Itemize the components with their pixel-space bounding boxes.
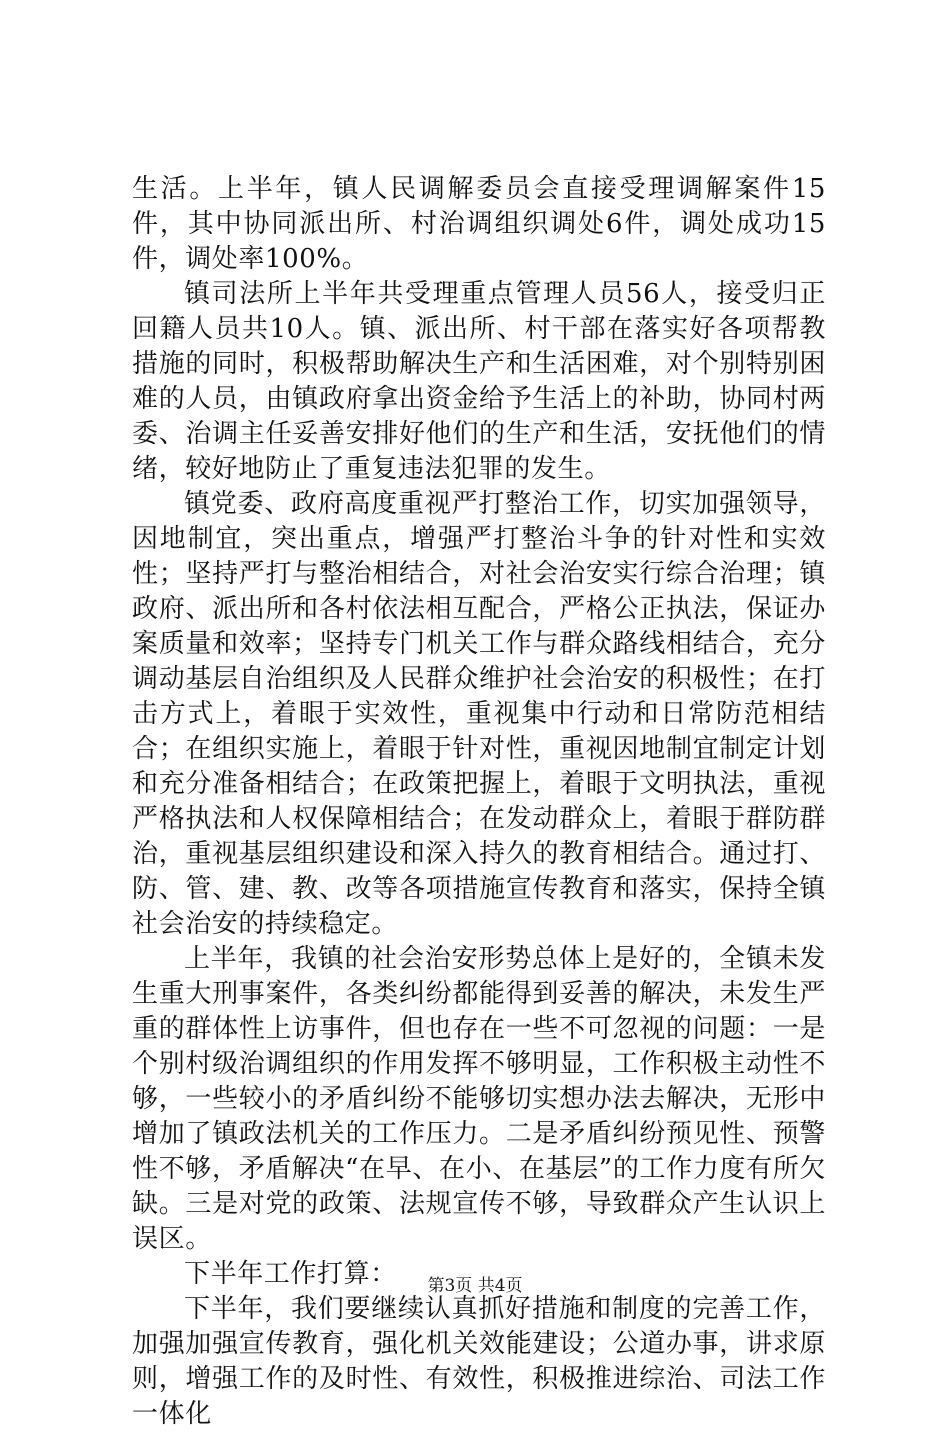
page-number-footer: 第3页 共4页	[427, 1276, 523, 1296]
paragraph-5: 下半年工作打算：	[184, 1259, 397, 1289]
paragraph-3: 镇党委、政府高度重视严打整治工作，切实加强领导，因地制宜，突出重点，增强严打整治斗争的针对性和实效性；坚持严打与整治相结合，对社会治安实行综合治理；镇政府、派出所和各村依法相互配合，严格公正执法，保证办案质量和效率；坚持专门机关工作与群众路线相结合，充分调动基层自治组织及人民群众维护社会治安的积极性；在打击方式上，着眼于实效性，重视集中行动和日常防范相结合；在组织实施上，着眼于针对性，重视因地制宜制定计划和充分准备相结合；在政策把握上，着眼于文明执法，重视严格执法和人权保障相结合；在发动群众上，着眼于群防群治，重视基层组织建设和深入持久的教育相结合。通过打、防、管、建、教、改等各项措施宣传教育和落实，保持全镇社会治安的持续稳定。	[132, 489, 826, 939]
paragraph-1: 生活。上半年，镇人民调解委员会直接受理调解案件15件，其中协同派出所、村治调组织调处6件，调处成功15件，调处率100%。	[132, 174, 826, 274]
paragraph-4: 上半年，我镇的社会治安形势总体上是好的，全镇未发生重大刑事案件，各类纠纷都能得到妥善的解决，未发生严重的群体性上访事件，但也存在一些不可忽视的问题：一是个别村级治调组织的作用发挥不够明显，工作积极主动性不够，一些较小的矛盾纠纷不能够切实想办法去解决，无形中增加了镇政法机关的工作压力。二是矛盾纠纷预见性、预警性不够，矛盾解决“在早、在小、在基层”的工作力度有所欠缺。三是对党的政策、法规宣传不够，导致群众产生认识上误区。	[132, 944, 826, 1254]
document-body	[132, 172, 826, 1432]
paragraph-6: 下半年，我们要继续认真抓好措施和制度的完善工作，加强加强宣传教育，强化机关效能建设；公道办事，讲求原则，增强工作的及时性、有效性，积极推进综治、司法工作一体化	[132, 1294, 826, 1429]
paragraph-2: 镇司法所上半年共受理重点管理人员56人，接受归正回籍人员共10人。镇、派出所、村干部在落实好各项帮教措施的同时，积极帮助解决生产和生活困难，对个别特别困难的人员，由镇政府拿出资金给予生活上的补助，协同村两委、治调主任妥善安排好他们的生产和生活，安抚他们的情绪，较好地防止了重复违法犯罪的发生。	[132, 279, 826, 484]
